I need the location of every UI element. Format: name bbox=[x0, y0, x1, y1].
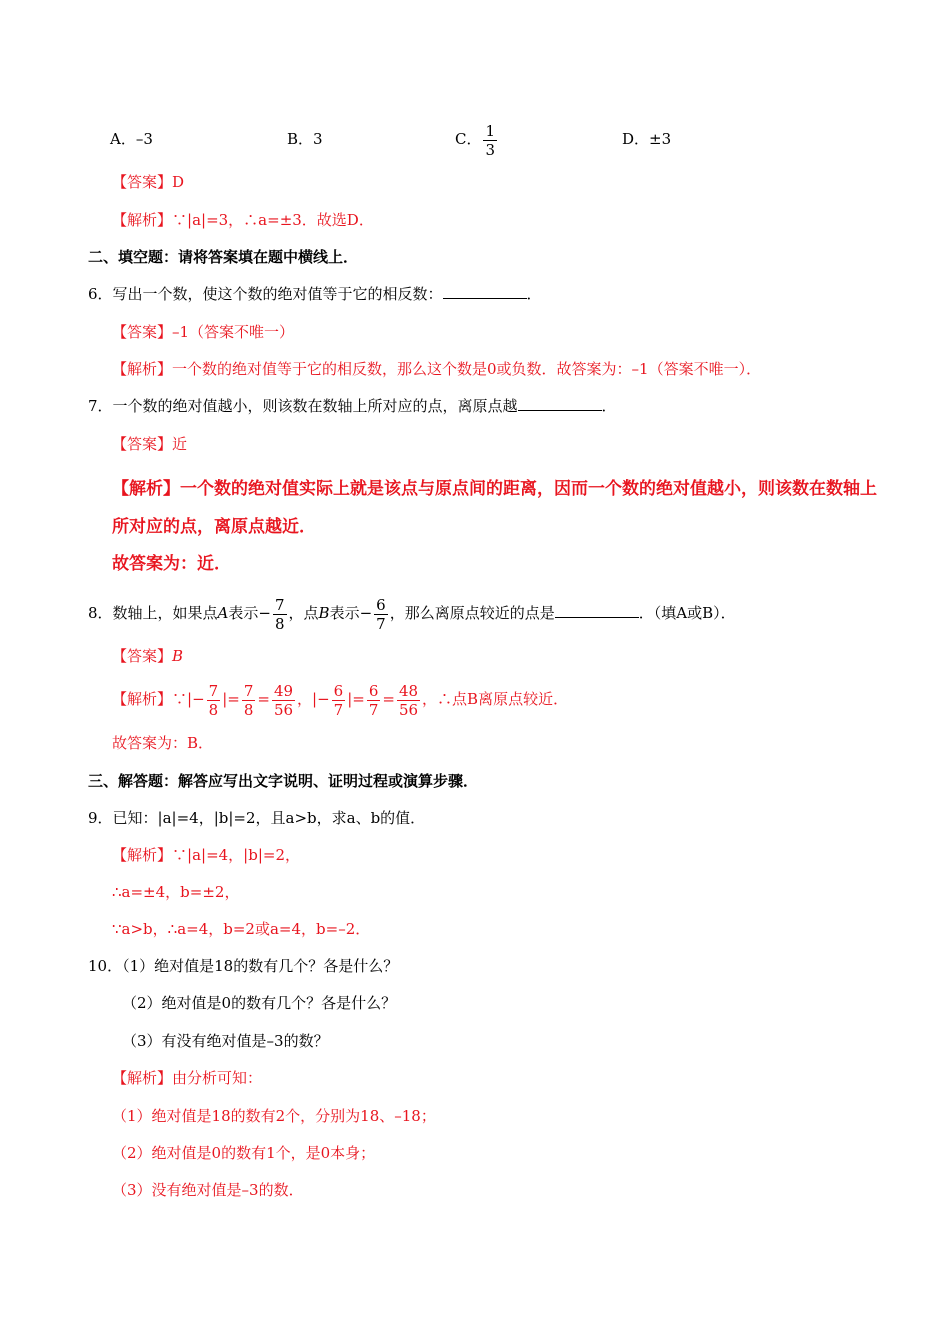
q10-answer-3: （3）没有绝对值是–3的数． bbox=[112, 1181, 304, 1199]
math-text: ∵|− bbox=[172, 690, 205, 708]
q8-conclusion: 故答案为：B． bbox=[112, 734, 214, 752]
question-text: ，那么离原点较近的点是 bbox=[389, 604, 555, 622]
q6-answer bbox=[112, 322, 294, 342]
answer-tag: 【答案】 bbox=[112, 323, 173, 341]
fraction bbox=[367, 682, 381, 719]
q10-answer-2: （2）绝对值是0的数有1个，是0本身； bbox=[112, 1144, 376, 1162]
analysis-tag: 【解析】 bbox=[112, 360, 173, 378]
q5-analysis bbox=[112, 210, 374, 230]
q9-analysis bbox=[112, 845, 300, 865]
option-c bbox=[455, 114, 499, 164]
fraction-denominator: 7 bbox=[368, 700, 379, 719]
q7-answer bbox=[112, 434, 187, 454]
math-text: = bbox=[382, 690, 395, 708]
answer-tag: 【答案】 bbox=[112, 435, 173, 453]
q10-answer-1: （1）绝对值是18的数有2个，分别为18、–18； bbox=[112, 1107, 436, 1125]
fraction bbox=[207, 682, 221, 719]
analysis-tag: 【解析】 bbox=[112, 1069, 173, 1087]
fraction-numerator: 6 bbox=[368, 681, 379, 700]
question-text: 表示 bbox=[228, 604, 259, 622]
minus-sign: − bbox=[359, 604, 373, 622]
q9-analysis-line2: ∴a=±4，b=±2， bbox=[112, 883, 240, 901]
q6-analysis bbox=[112, 359, 761, 379]
q10-question-3: （3）有没有绝对值是–3的数？ bbox=[122, 1032, 329, 1050]
fraction-numerator: 48 bbox=[398, 681, 419, 700]
answer-value: –1（答案不唯一） bbox=[172, 323, 295, 341]
math-text: |= bbox=[222, 690, 240, 708]
answer-value: 近 bbox=[172, 435, 188, 453]
fraction bbox=[332, 682, 346, 719]
q10-question-2: （2）绝对值是0的数有几个？各是什么？ bbox=[122, 994, 397, 1012]
math-text: ，|− bbox=[297, 690, 330, 708]
q7-analysis-line2: 所对应的点，离原点越近． bbox=[112, 517, 316, 537]
section-3-heading: 三、解答题：解答应写出文字说明、证明过程或演算步骤． bbox=[88, 772, 479, 790]
answer-blank bbox=[443, 284, 527, 299]
fraction-numerator: 7 bbox=[208, 681, 219, 700]
fraction-denominator: 3 bbox=[485, 140, 496, 159]
analysis-tag: 【解析】 bbox=[112, 846, 173, 864]
question-text: 6．写出一个数，使这个数的绝对值等于它的相反数： bbox=[88, 285, 443, 303]
math-text: = bbox=[257, 690, 270, 708]
answer-value: B bbox=[172, 647, 184, 665]
question-text: 7．一个数的绝对值越小，则该数在数轴上所对应的点，离原点越 bbox=[88, 397, 518, 415]
fraction-numerator: 6 bbox=[376, 595, 386, 614]
fraction-denominator: 8 bbox=[274, 614, 285, 633]
fraction-denominator: 56 bbox=[398, 700, 419, 719]
analysis-tag: 【解析】 bbox=[112, 690, 173, 708]
point-a: A bbox=[217, 604, 229, 622]
fraction-numerator: 7 bbox=[243, 681, 254, 700]
q8-answer bbox=[112, 646, 183, 666]
fraction-six-sevenths bbox=[374, 596, 388, 633]
option-a: A．–3 bbox=[110, 130, 153, 148]
point-b: B bbox=[318, 604, 330, 622]
q9-analysis-line3: ∵a>b，∴a=4，b=2或a=4，b=–2． bbox=[112, 920, 371, 938]
analysis-text: ∵|a|=3，∴a=±3．故选D． bbox=[172, 211, 374, 229]
math-text: |= bbox=[347, 690, 365, 708]
q10-question-1: 10．（1）绝对值是18的数有几个？各是什么？ bbox=[88, 957, 399, 975]
math-text: ，∴点B离原点较近． bbox=[422, 690, 569, 708]
question-end: ． bbox=[526, 285, 542, 303]
fraction-denominator: 8 bbox=[243, 700, 254, 719]
fraction-denominator: 56 bbox=[273, 700, 294, 719]
fraction-denominator: 7 bbox=[376, 614, 386, 633]
analysis-tag: 【解析】 bbox=[112, 211, 173, 229]
analysis-text: 一个数的绝对值等于它的相反数，那么这个数是0或负数．故答案为：–1（答案不唯一）． bbox=[172, 360, 762, 378]
option-c-label: C． bbox=[455, 130, 482, 148]
q8-analysis bbox=[112, 674, 568, 724]
question-text: 8．数轴上，如果点 bbox=[88, 604, 218, 622]
q5-answer bbox=[112, 172, 184, 192]
q7-analysis-line1: 【解析】一个数的绝对值实际上就是该点与原点间的距离，因而一个数的绝对值越小，则该数在数轴上 bbox=[112, 479, 877, 499]
q7-question bbox=[88, 396, 617, 416]
q8-question bbox=[88, 588, 736, 638]
question-text: ．（填A或B）． bbox=[638, 604, 736, 622]
answer-blank bbox=[555, 603, 639, 618]
option-b: B．3 bbox=[287, 130, 323, 148]
q6-question bbox=[88, 284, 542, 304]
answer-tag: 【答案】 bbox=[112, 173, 173, 191]
fraction bbox=[397, 682, 420, 719]
question-end: ． bbox=[601, 397, 617, 415]
fraction-numerator: 49 bbox=[273, 681, 294, 700]
analysis-text: 由分析可知： bbox=[172, 1069, 263, 1087]
fraction-numerator: 1 bbox=[485, 121, 496, 140]
fraction-one-third bbox=[483, 122, 497, 159]
fraction-seven-eighths bbox=[273, 596, 287, 633]
q9-question: 9．已知：|a|=4，|b|=2，且a>b，求a、b的值． bbox=[88, 809, 426, 827]
fraction-numerator: 6 bbox=[333, 681, 344, 700]
answer-value: D bbox=[172, 173, 185, 191]
fraction-numerator: 7 bbox=[274, 595, 285, 614]
section-2-heading: 二、填空题：请将答案填在题中横线上． bbox=[88, 248, 359, 266]
q10-analysis bbox=[112, 1068, 262, 1088]
fraction bbox=[242, 682, 256, 719]
fraction-denominator: 8 bbox=[208, 700, 219, 719]
minus-sign: − bbox=[258, 604, 271, 622]
fraction bbox=[272, 682, 295, 719]
q7-analysis-line3: 故答案为：近． bbox=[112, 554, 231, 574]
fraction-denominator: 7 bbox=[333, 700, 344, 719]
analysis-text: ∵|a|=4，|b|=2， bbox=[172, 846, 300, 864]
question-text: 表示 bbox=[329, 604, 360, 622]
question-text: ，点 bbox=[288, 604, 319, 622]
answer-tag: 【答案】 bbox=[112, 647, 173, 665]
option-d: D．±3 bbox=[622, 130, 672, 148]
answer-blank bbox=[518, 396, 602, 411]
